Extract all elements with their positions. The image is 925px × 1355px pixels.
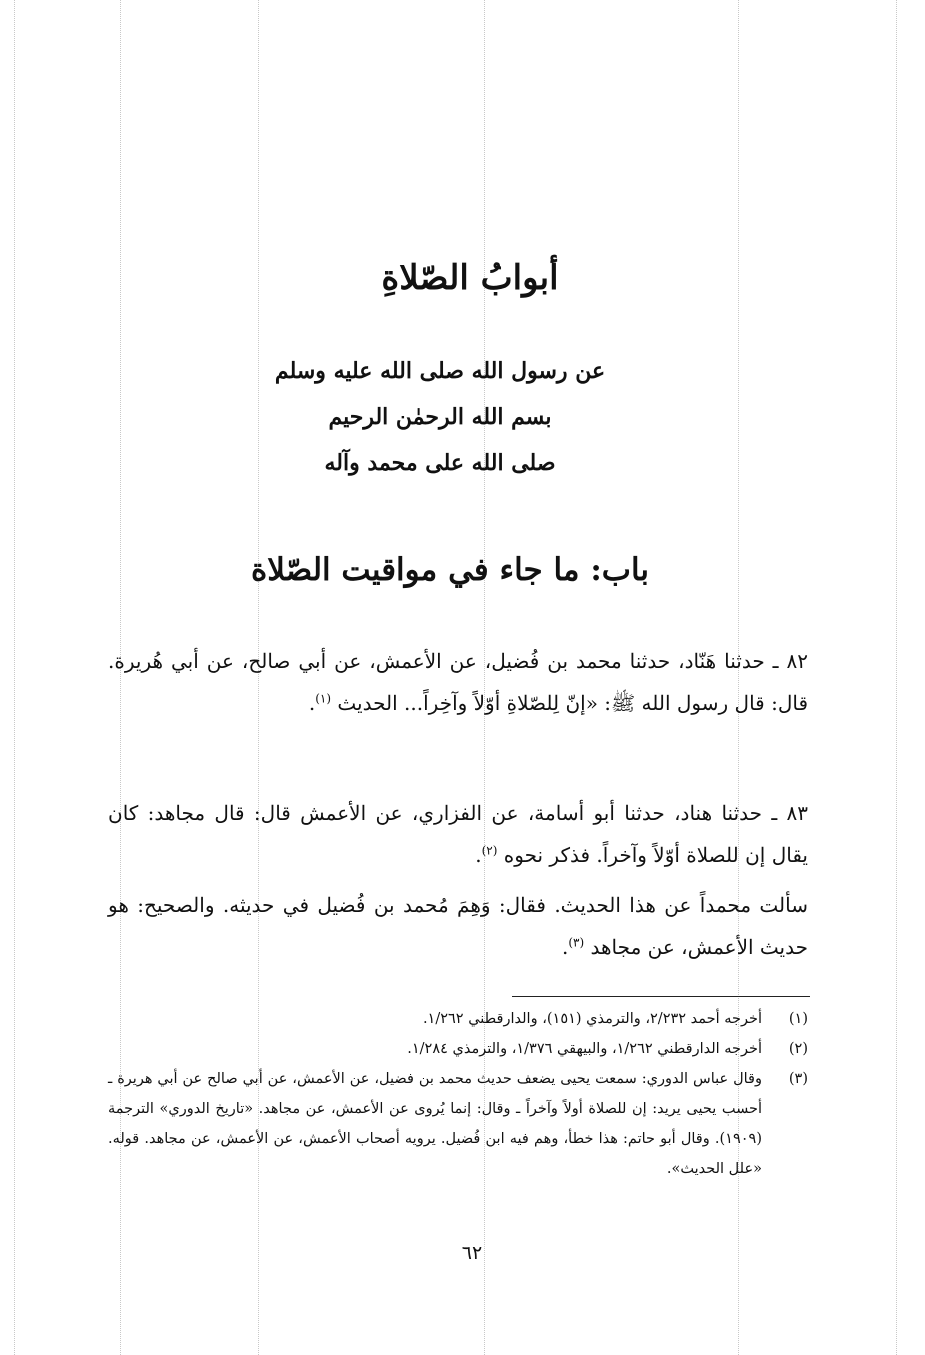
footnote-number: (١) [788,1011,808,1027]
footnote-ref-1: (١) [315,691,332,706]
hadith-82: ٨٢ ـ حدثنا هَنّاد، حدثنا محمد بن فُضيل، عن الأعمش، عن أبي صالح، عن أبي هُريرة. قال: قال رسول الله ﷺ: «إنّ لِلصّلاةِ أوّلاً وآخِراً... الحديث $^{(١)}$. [108,649,808,715]
hadith-83: ٨٣ ـ حدثنا هناد، حدثنا أبو أسامة، عن الفزاري، عن الأعمش قال: قال مجاهد: كان يقال إن للصلاة أوّلاً وآخراً. فذكر نحوه $^{(٢)}$. [108,801,808,867]
scan-artifact-line [14,0,15,1355]
footnote-text: أخرجه أحمد ٢/٢٣٢، والترمذي (١٥١)، والدارقطني ١/٢٦٢. [422,1011,762,1027]
intro-block [180,348,700,486]
hadith-82-text: ٨٢ ـ حدثنا هَنّاد، حدثنا محمد بن فُضيل، عن الأعمش، عن أبي صالح، عن أبي هُريرة. قال: قال رسول الله ﷺ: «إنّ لِلصّلاةِ أوّلاً وآخِراً... الحديث [108,649,808,715]
hadith-83-text: ٨٣ ـ حدثنا هناد، حدثنا أبو أسامة، عن الفزاري، عن الأعمش قال: قال مجاهد: كان يقال إن للصلاة أوّلاً وآخراً. فذكر نحوه [108,801,808,867]
footnote [108,1004,808,1034]
footnote [108,1064,808,1184]
footnote [108,1034,808,1064]
page-number: ٦٢ [461,1242,483,1264]
salawat-line: صلى الله على محمد وآله [324,450,556,476]
footnote-ref-2: (٢) [481,843,498,858]
page-title: أبوابُ الصّلاةِ [381,258,559,298]
author-note: سألت محمداً عن هذا الحديث. فقال: وَهِمَ مُحمد بن فُضيل في حديثه. والصحيح: هو حديث الأعمش، عن مجاهد $^{(٣)}$. [108,893,808,959]
footnote-text: أخرجه الدارقطني ١/٢٦٢، والبيهقي ١/٣٧٦، والترمذي ١/٢٨٤. [407,1041,762,1057]
footnote-number: (٢) [788,1041,808,1057]
footnote-divider [512,996,810,997]
footnote-ref-3: (٣) [568,935,585,950]
footnote-text: وقال عباس الدوري: سمعت يحيى يضعف حديث محمد بن فضيل، عن الأعمش، عن أبي صالح عن أبي هريرة ـ أحسب يحيى يريد: إن للصلاة أولاً وآخراً ـ وقال: إنما يُروى عن الأعمش، عن مجاهد. «تاريخ الدوري» الترجمة (١٩٠٩). وقال أبو حاتم: هذا خطأ، وهم فيه ابن فُضيل. يرويه أصحاب الأعمش، عن الأعمش، عن مجاهد. قوله. «علل الحديث». [108,1071,762,1177]
chapter-title: باب: ما جاء في مواقيت الصّلاة [250,552,650,588]
scan-artifact-line [896,0,897,1355]
basmala-line: بسم الله الرحمٰن الرحيم [328,404,552,430]
intro-line: عن رسول الله صلى الله عليه وسلم [274,358,606,384]
footnotes [108,1004,808,1184]
author-note-text: سألت محمداً عن هذا الحديث. فقال: وَهِمَ مُحمد بن فُضيل في حديثه. والصحيح: هو حديث الأعمش، عن مجاهد [108,893,808,959]
footnote-number: (٣) [788,1071,808,1087]
